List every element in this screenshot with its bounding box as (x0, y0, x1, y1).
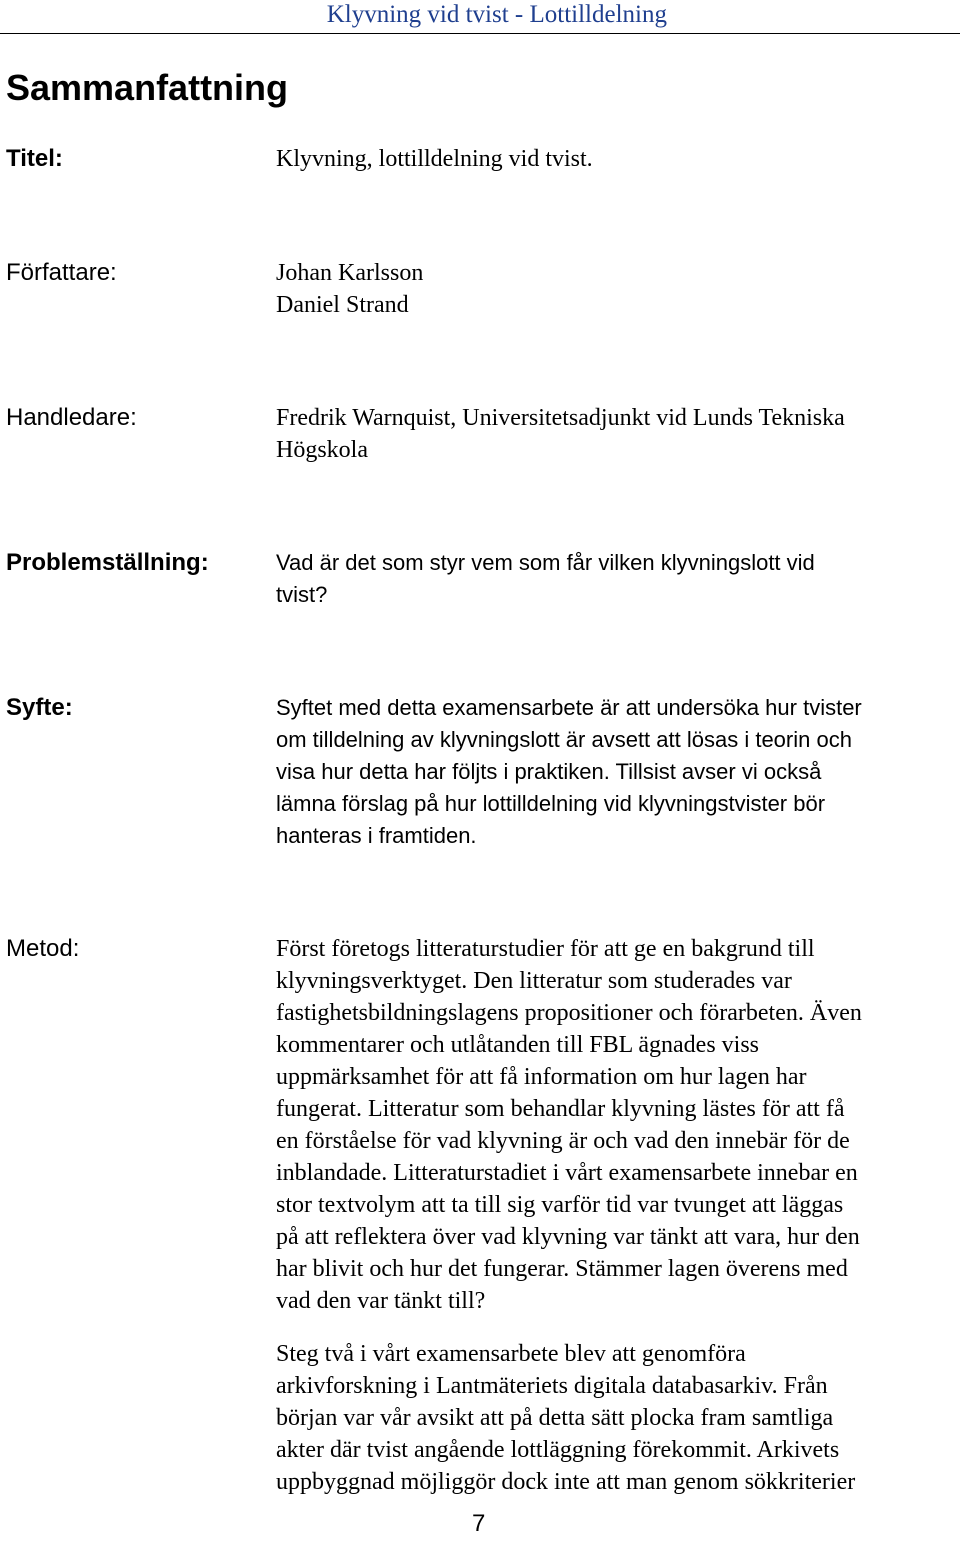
problem-label: Problemställning: (6, 549, 209, 576)
method-line: kommentarer och utlåtanden till FBL ägnades viss (276, 1032, 759, 1058)
supervisor-line: Fredrik Warnquist, Universitetsadjunkt vid Lunds Tekniska (276, 405, 845, 431)
authors-value (276, 257, 952, 321)
purpose-value (276, 692, 952, 852)
running-header-title: Klyvning vid tvist - Lottilldelning (326, 1, 667, 28)
method-line: Först företogs litteraturstudier för att ge en bakgrund till (276, 936, 815, 962)
method-line: har blivit och hur det fungerar. Stämmer lagen överens med (276, 1256, 848, 1282)
method-continuation-line: uppbyggnad möjliggör dock inte att man genom sökkriterier (276, 1469, 856, 1495)
title-value (276, 143, 952, 175)
method-value (276, 933, 952, 1317)
method-line: fungerat. Litteratur som behandlar klyvning lästes för att få (276, 1096, 845, 1122)
authors-label: Författare: (6, 259, 117, 286)
method-continuation-line: Steg två i vårt examensarbete blev att genomföra (276, 1341, 746, 1367)
purpose-line: om tilldelning av klyvningslott är avsett att lösas i teorin och (276, 727, 852, 752)
method-line: en förståelse för vad klyvning är och vad den innebär för de (276, 1128, 850, 1154)
method-line: på att reflektera över vad klyvning var tänkt att vara, hur den (276, 1224, 860, 1250)
method-line: vad den var tänkt till? (276, 1288, 486, 1314)
method-line: uppmärksamhet för att få information om hur lagen har (276, 1064, 807, 1090)
method-continuation-line: arkivforskning i Lantmäteriets digitala databasarkiv. Från (276, 1373, 828, 1399)
method-continuation (276, 1338, 952, 1498)
method-label: Metod: (6, 935, 80, 962)
author-name: Daniel Strand (276, 292, 409, 318)
title-label: Titel: (6, 145, 63, 172)
purpose-line: lämna förslag på hur lottilldelning vid klyvningstvister bör (276, 791, 826, 816)
title-value-line: Klyvning, lottilldelning vid tvist. (276, 146, 593, 172)
problem-line: Vad är det som styr vem som får vilken klyvningslott vid (276, 550, 815, 575)
method-line: stor textvolym att ta till sig varför tid var tvunget att läggas (276, 1192, 844, 1218)
page-number: 7 (472, 1510, 486, 1537)
method-continuation-line: början var vår avsikt att på detta sätt plocka fram samtliga (276, 1405, 834, 1431)
problem-line: tvist? (276, 582, 328, 607)
supervisor-line: Högskola (276, 437, 368, 463)
problem-value (276, 547, 952, 611)
method-continuation-line: akter där tvist angående lottläggning förekommit. Arkivets (276, 1437, 840, 1463)
purpose-line: visa hur detta har följts i praktiken. Tillsist avser vi också (276, 759, 822, 784)
summary-heading: Sammanfattning (6, 67, 289, 108)
method-line: klyvningsverktyget. Den litteratur som studerades var (276, 968, 792, 994)
method-line: fastighetsbildningslagens propositioner och förarbeten. Även (276, 1000, 862, 1026)
purpose-label: Syfte: (6, 694, 73, 721)
purpose-line: hanteras i framtiden. (276, 823, 477, 848)
supervisor-value (276, 402, 952, 466)
running-header (0, 0, 960, 34)
author-name: Johan Karlsson (276, 260, 424, 286)
supervisor-label: Handledare: (6, 404, 137, 431)
purpose-line: Syftet med detta examensarbete är att undersöka hur tvister (276, 695, 862, 720)
method-line: inblandade. Litteraturstadiet i vårt examensarbete innebar en (276, 1160, 858, 1186)
